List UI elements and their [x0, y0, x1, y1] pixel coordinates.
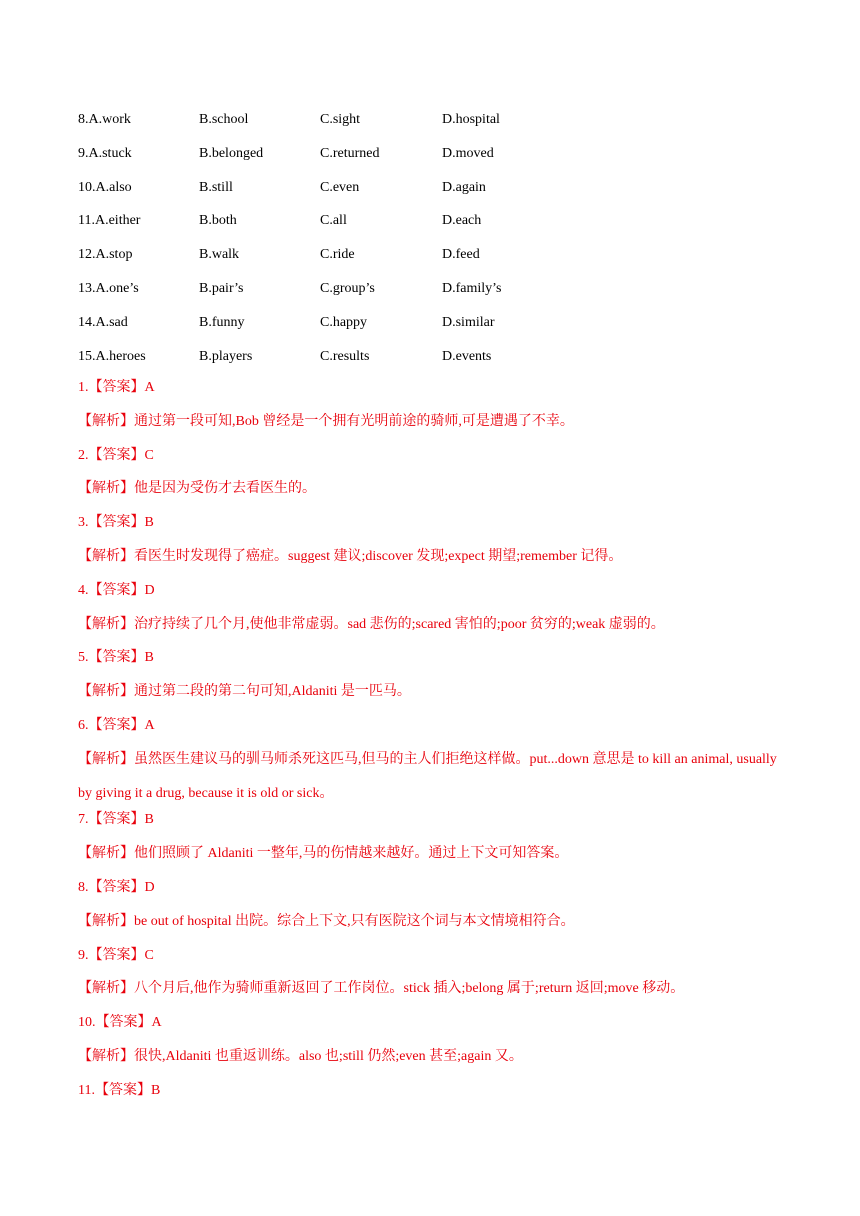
- option-d: D.similar: [442, 314, 495, 330]
- option-d: D.hospital: [442, 112, 500, 127]
- answer-analysis: 【解析】他是因为受伤才去看医生的。: [78, 481, 316, 497]
- option-b: B.walk: [199, 247, 240, 263]
- answer-heading: 10.【答案】A: [78, 1015, 162, 1031]
- answer-analysis: 【解析】通过第一段可知,Bob 曾经是一个拥有光明前途的骑师,可是遭遇了不幸。: [78, 413, 574, 429]
- answer-heading: 4.【答案】D: [78, 582, 155, 598]
- option-row: [78, 279, 562, 313]
- answer-heading: 8.【答案】D: [78, 879, 155, 895]
- answer-heading: 11.【答案】B: [78, 1082, 161, 1098]
- option-c: C.returned: [320, 145, 380, 161]
- option-row: [78, 245, 562, 279]
- option-c: C.all: [320, 213, 347, 229]
- option-d: D.again: [442, 179, 486, 195]
- answer-analysis: [78, 743, 788, 811]
- answer-heading: 2.【答案】C: [78, 447, 154, 463]
- option-b: B.both: [199, 213, 237, 229]
- option-c: C.happy: [320, 314, 368, 330]
- option-c: C.results: [320, 348, 370, 364]
- option-a: 13.A.one’s: [78, 280, 139, 296]
- option-b: B.funny: [199, 314, 245, 330]
- answer-analysis: 【解析】八个月后,他作为骑师重新返回了工作岗位。stick 插入;belong 属于;return 返回;move 移动。: [78, 981, 685, 997]
- answer-heading: 6.【答案】A: [78, 717, 155, 733]
- option-row: [78, 313, 562, 347]
- option-d: D.events: [442, 348, 492, 364]
- answer-key: [78, 378, 788, 1115]
- option-c: C.group’s: [320, 280, 375, 296]
- option-d: D.moved: [442, 145, 494, 161]
- option-row: [78, 110, 562, 144]
- option-d: D.family’s: [442, 280, 502, 296]
- answer-heading: 5.【答案】B: [78, 650, 154, 666]
- answer-heading: 7.【答案】B: [78, 812, 154, 828]
- option-c: C.ride: [320, 247, 355, 263]
- answer-analysis: 【解析】看医生时发现得了癌症。suggest 建议;discover 发现;expect 期望;remember 记得。: [78, 548, 623, 564]
- option-c: C.sight: [320, 112, 361, 127]
- option-row: [78, 211, 562, 245]
- answer-heading: 9.【答案】C: [78, 947, 154, 963]
- option-a: 8.A.work: [78, 112, 131, 127]
- answer-heading: 3.【答案】B: [78, 515, 154, 531]
- option-b: B.school: [199, 112, 249, 127]
- option-d: D.feed: [442, 247, 480, 263]
- option-b: B.pair’s: [199, 280, 244, 296]
- option-c: C.even: [320, 179, 360, 195]
- answer-analysis: 【解析】通过第二段的第二句可知,Aldaniti 是一匹马。: [78, 684, 411, 700]
- option-b: B.still: [199, 179, 233, 195]
- option-b: B.belonged: [199, 145, 264, 161]
- option-row: [78, 178, 562, 212]
- option-a: 10.A.also: [78, 179, 132, 195]
- option-b: B.players: [199, 348, 253, 364]
- option-d: D.each: [442, 213, 482, 229]
- answer-analysis: 【解析】治疗持续了几个月,使他非常虚弱。sad 悲伤的;scared 害怕的;poor 贫穷的;weak 虚弱的。: [78, 616, 665, 632]
- option-row: [78, 144, 562, 178]
- option-a: 12.A.stop: [78, 247, 133, 263]
- answer-analysis: 【解析】很快,Aldaniti 也重返训练。also 也;still 仍然;even 甚至;again 又。: [78, 1048, 523, 1064]
- option-a: 14.A.sad: [78, 314, 128, 330]
- option-row: [78, 347, 562, 381]
- answer-analysis-text: 【解析】虽然医生建议马的驯马师杀死这匹马,但马的主人们拒绝这样做。put...down 意思是 to kill an animal, usually by giving it a drug, because it is old or sick。: [78, 751, 777, 801]
- option-a: 9.A.stuck: [78, 145, 132, 161]
- answer-analysis: 【解析】be out of hospital 出院。综合上下文,只有医院这个词与本文情境相符合。: [78, 913, 575, 929]
- answer-heading: 1.【答案】A: [78, 380, 155, 395]
- options-table: [78, 110, 562, 380]
- option-a: 11.A.either: [78, 213, 141, 229]
- answer-analysis: 【解析】他们照顾了 Aldaniti 一整年,马的伤情越来越好。通过上下文可知答案。: [78, 846, 569, 862]
- option-a: 15.A.heroes: [78, 348, 146, 364]
